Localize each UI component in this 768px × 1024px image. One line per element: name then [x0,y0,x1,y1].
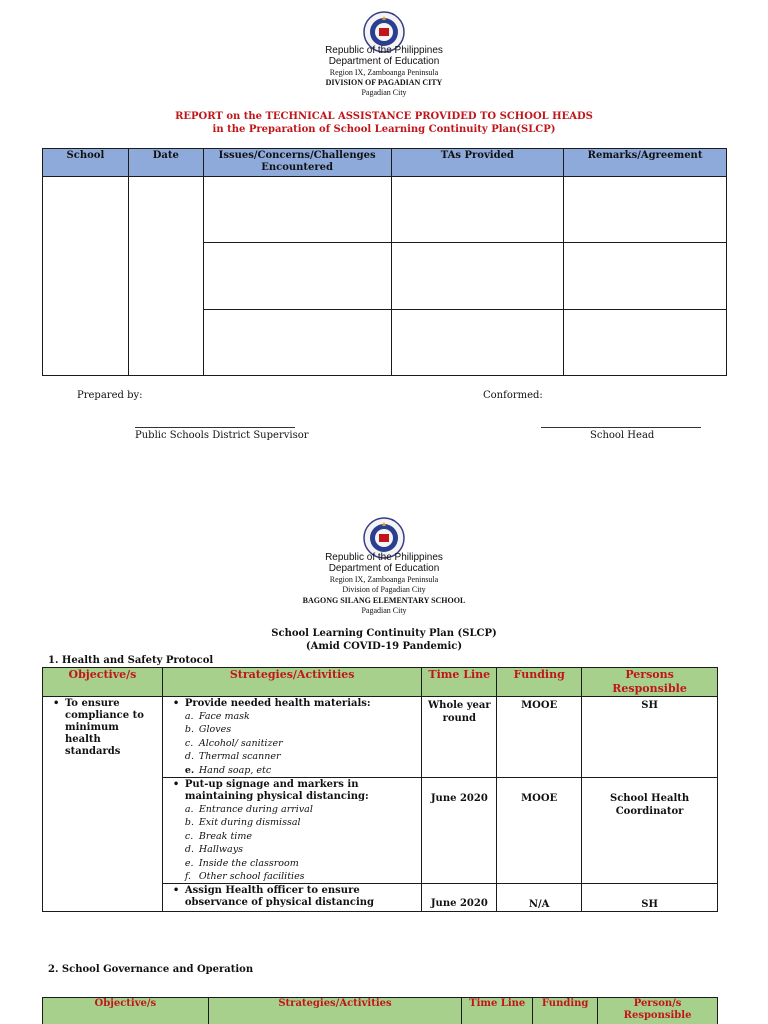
cell-strategy [162,884,422,912]
table-header-row [43,149,727,177]
col-header-persons: Persons Responsible [582,668,718,697]
objective-text: • To ensure compliance to minimum health standards [43,698,162,758]
cell-funding: MOOE [497,697,582,778]
list-item: d. Hallways [184,844,243,856]
col-header-persons: Person/s Responsible [598,998,718,1024]
plan-subtitle: (Amid COVID-19 Pandemic) [305,641,463,652]
list-item: a. Entrance during arrival [184,804,313,816]
col-header-school: School [43,149,129,177]
strategy-text: • Put-up signage and markers in maintaining physical distancing: [163,779,422,803]
plan-title: School Learning Continuity Plan (SLCP) [271,628,497,639]
header-department: Department of Education [328,563,440,574]
section1-heading: 1. Health and Safety Protocol [48,655,214,666]
col-header-timeline: Time Line [462,998,533,1024]
ta-report-table [42,148,727,376]
health-safety-table [42,667,718,912]
col-header-objective: Objective/s [43,998,209,1024]
header-school-name: BAGONG SILANG ELEMENTARY SCHOOL [302,596,466,605]
col-header-tas: TAs Provided [391,149,564,177]
section2-heading: 2. School Governance and Operation [48,964,254,975]
header-division: DIVISION OF PAGADIAN CITY [325,78,443,87]
col-header-strategies: Strategies/Activities [208,998,462,1024]
list-item: f. Other school facilities [184,871,305,883]
cell-strategy [162,778,422,884]
list-item: c. Alcohol/ sanitizer [184,737,283,749]
cell-remarks[interactable] [564,310,727,376]
conformed-label: Conformed: [483,390,543,401]
cell-objective [43,697,163,912]
cell-funding: N/A [497,884,582,912]
col-header-objective: Objective/s [43,668,163,697]
cell-tas[interactable] [391,243,564,310]
governance-table [42,997,718,1024]
col-header-remarks: Remarks/Agreement [564,149,727,177]
header-republic: Republic of the Philippines [325,45,443,56]
cell-issues[interactable] [203,177,391,243]
signage-list [163,803,422,883]
list-item: b. Gloves [184,724,232,736]
col-header-issues: Issues/Concerns/Challenges Encountered [203,149,391,177]
signature-line-left [135,427,295,428]
table-header-row [43,998,718,1024]
signatory-district-supervisor: Public Schools District Supervisor [135,430,309,441]
col-header-timeline: Time Line [422,668,497,697]
cell-issues[interactable] [203,243,391,310]
cell-timeline: June 2020 [422,778,497,884]
list-item: c. Break time [184,830,252,842]
prepared-by-label: Prepared by: [77,390,143,401]
table-row [43,697,718,778]
list-item: b. Exit during dismissal [184,817,301,829]
cell-timeline: June 2020 [422,884,497,912]
cell-persons: SH [582,697,718,778]
col-header-funding: Funding [497,668,582,697]
header-city: Pagadian City [361,88,407,97]
cell-remarks[interactable] [564,243,727,310]
table-header-row [43,668,718,697]
cell-school[interactable] [43,177,129,376]
cell-remarks[interactable] [564,177,727,243]
cell-tas[interactable] [391,310,564,376]
cell-persons: SH [582,884,718,912]
list-item: d. Thermal scanner [184,751,281,763]
header-region: Region IX, Zamboanga Peninsula [329,68,439,77]
header-republic: Republic of the Philippines [325,552,443,563]
cell-persons: School Health Coordinator [582,778,718,884]
header-department: Department of Education [328,56,440,67]
header-city: Pagadian City [361,606,407,615]
strategy-text: • Provide needed health materials: [163,698,422,710]
strategy-text: • Assign Health officer to ensure observance of physical distancing [163,885,422,909]
cell-tas[interactable] [391,177,564,243]
col-header-strategies: Strategies/Activities [162,668,422,697]
cell-strategy [162,697,422,778]
materials-list [163,710,422,777]
report-title-line2: in the Preparation of School Learning Continuity Plan(SLCP) [212,124,556,135]
cell-timeline: Whole year round [422,697,497,778]
header-division: Division of Pagadian City [342,585,426,594]
col-header-funding: Funding [533,998,598,1024]
cell-date[interactable] [128,177,203,376]
signatory-school-head: School Head [590,430,655,441]
cell-funding: MOOE [497,778,582,884]
signature-line-right [541,427,701,428]
list-item: e. Hand soap, etc [184,764,272,776]
table-row [43,177,727,243]
col-header-date: Date [128,149,203,177]
cell-issues[interactable] [203,310,391,376]
header-region: Region IX, Zamboanga Peninsula [329,575,439,584]
report-title-line1: REPORT on the TECHNICAL ASSISTANCE PROVIDED TO SCHOOL HEADS [175,111,593,122]
list-item: e. Inside the classroom [184,857,299,869]
list-item: a. Face mask [184,711,250,722]
